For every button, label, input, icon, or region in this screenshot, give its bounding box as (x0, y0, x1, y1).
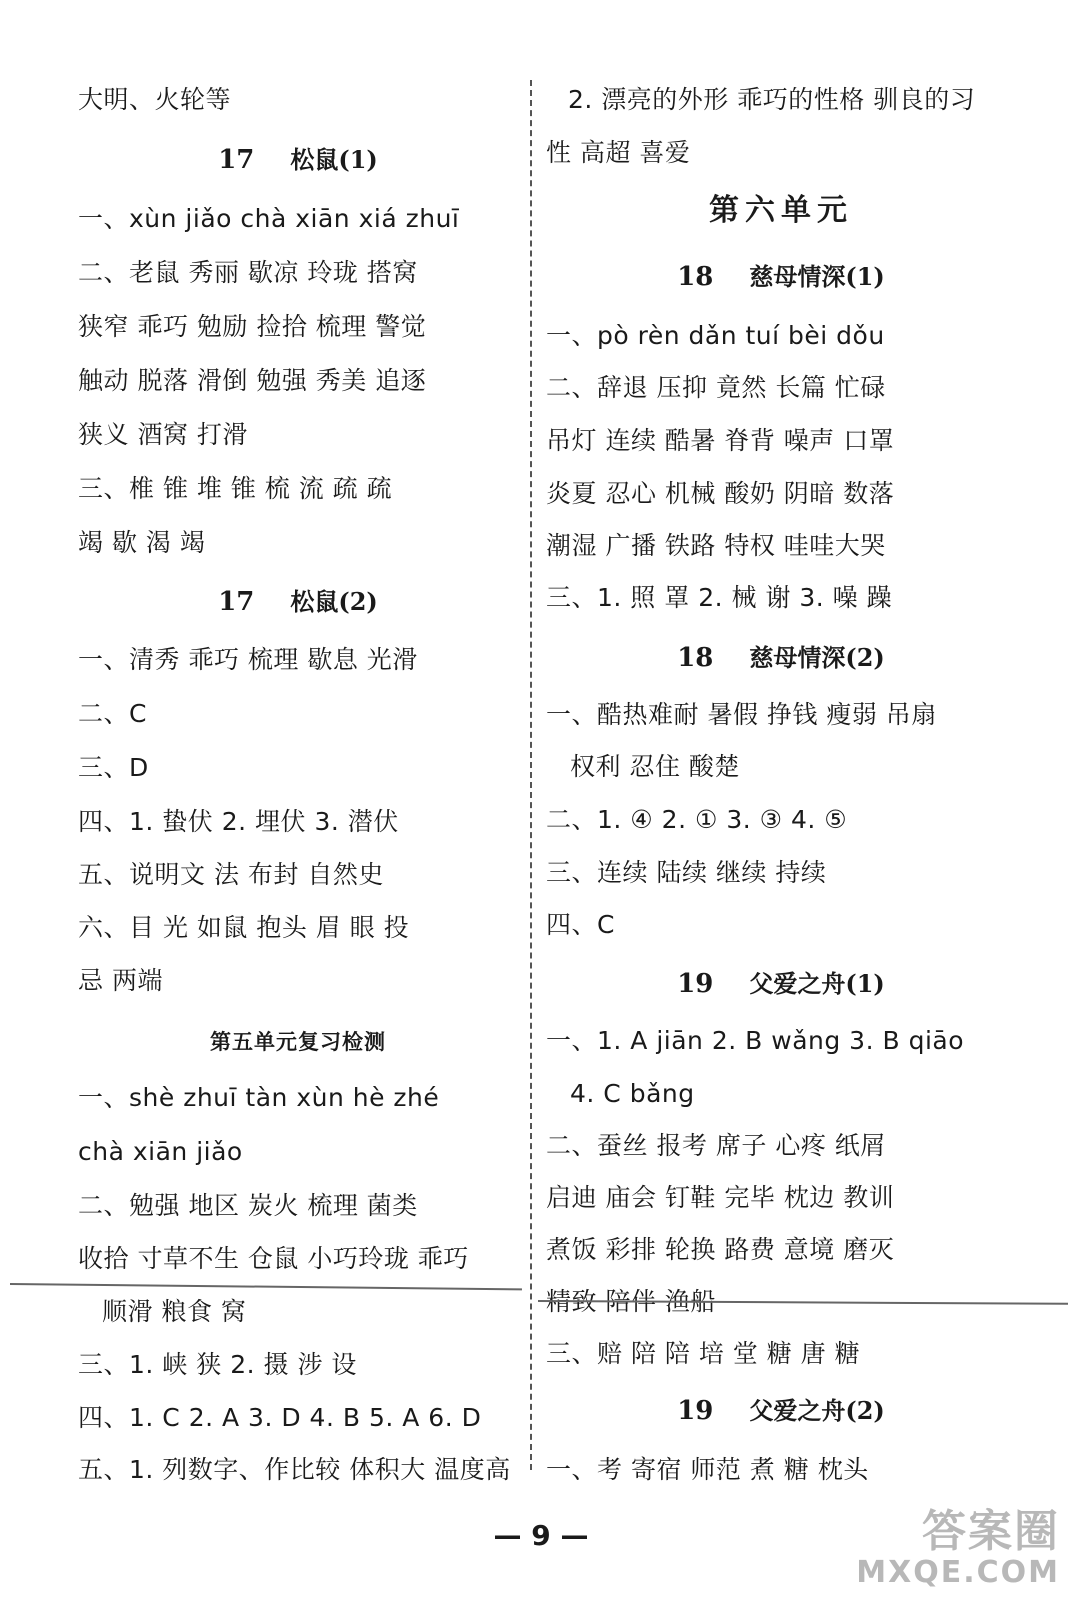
answer-line: 精致 陪伴 渔船 (546, 1287, 716, 1316)
answer-line: 四、C (546, 910, 615, 939)
answer-line: 忌 两端 (78, 966, 163, 995)
unit-title: 第六单元 (709, 193, 853, 228)
answer-line: 三、椎 锥 堆 锥 梳 流 疏 疏 (78, 474, 393, 503)
answer-line: 二、勉强 地区 炭火 梳理 菌类 (78, 1191, 418, 1220)
answer-line: 一、xùn jiǎo chà xiān xiá zhuī (78, 204, 460, 233)
watermark (856, 1508, 1060, 1590)
answer-line: 触动 脱落 滑倒 勉强 秀美 追逐 (78, 366, 427, 395)
answer-line: 一、1. A jiān 2. B wǎng 3. B qiāo (546, 1026, 965, 1055)
section-heading-songshu-1 (78, 144, 518, 176)
answer-line: 三、D (78, 753, 149, 782)
answer-line: 二、辞退 压抑 竟然 长篇 忙碌 (546, 373, 886, 402)
answer-line: 2. 漂亮的外形 乖巧的性格 驯良的习 (568, 85, 976, 114)
answer-line: 三、1. 照 罩 2. 械 谢 3. 噪 躁 (546, 583, 893, 612)
answer-line: 煮饭 彩排 轮换 路费 意境 磨灭 (546, 1235, 895, 1264)
page-number: — 9 — (493, 1519, 589, 1552)
answer-line: 三、1. 峡 狭 2. 摄 涉 设 (78, 1350, 357, 1379)
lesson-number: 17 (218, 587, 255, 617)
answer-line: 一、pò rèn dǎn tuí bèi dǒu (546, 321, 885, 350)
section-heading-songshu-2 (78, 586, 518, 618)
answer-line: 竭 歇 渴 竭 (78, 528, 206, 557)
section-heading-fuai-2 (546, 1395, 1016, 1427)
answer-line: 吊灯 连续 酷暑 脊背 噪声 口罩 (546, 426, 895, 455)
lesson-title: 慈母情深(2) (749, 643, 885, 672)
answer-line: 六、目 光 如鼠 抱头 眉 眼 投 (78, 913, 410, 942)
section-heading-cimu-1 (546, 261, 1016, 293)
column-divider (530, 80, 532, 1470)
answer-line: 4. C bǎng (570, 1079, 695, 1108)
answer-line: 潮湿 广播 铁路 特权 哇哇大哭 (546, 531, 886, 560)
lesson-number: 19 (677, 1396, 714, 1426)
answer-line: 五、说明文 法 布封 自然史 (78, 860, 384, 889)
lesson-title: 松鼠(1) (290, 145, 378, 174)
answer-line: 二、老鼠 秀丽 歇凉 玲珑 搭窝 (78, 258, 418, 287)
answer-line: 一、考 寄宿 师范 煮 糖 枕头 (546, 1455, 869, 1484)
answer-line: 二、1. ④ 2. ① 3. ③ 4. ⑤ (546, 805, 848, 834)
answer-line: 炎夏 忍心 机械 酸奶 阴暗 数落 (546, 479, 895, 508)
answer-line: 收拾 寸草不生 仓鼠 小巧玲珑 乖巧 (78, 1244, 469, 1273)
lesson-number: 18 (677, 262, 714, 292)
answer-line: 一、清秀 乖巧 梳理 歇息 光滑 (78, 645, 418, 674)
answer-line: 狭义 酒窝 打滑 (78, 420, 248, 449)
answer-line: 五、1. 列数字、作比较 体积大 温度高 (78, 1455, 511, 1484)
answer-line: 三、连续 陆续 继续 持续 (546, 858, 827, 887)
answer-line: chà xiān jiǎo (78, 1137, 243, 1166)
answer-line: 二、C (78, 699, 147, 728)
review-heading: 第五单元复习检测 (210, 1029, 386, 1054)
lesson-title: 父爱之舟(1) (749, 969, 885, 998)
answer-line: 三、赔 陪 陪 培 堂 糖 唐 糖 (546, 1339, 861, 1368)
answer-line: 启迪 庙会 钉鞋 完毕 枕边 教训 (546, 1183, 895, 1212)
lesson-number: 19 (677, 969, 714, 999)
watermark-url: MXQE.COM (856, 1555, 1060, 1590)
answer-line: 四、1. 蛰伏 2. 埋伏 3. 潜伏 (78, 807, 399, 836)
intro-text: 大明、火轮等 (78, 85, 232, 114)
lesson-title: 松鼠(2) (290, 587, 378, 616)
watermark-logo-text: 答案圈 (922, 1506, 1060, 1557)
answer-line: 性 高超 喜爱 (546, 138, 691, 167)
lesson-number: 18 (677, 643, 714, 673)
section-heading-fuai-1 (546, 968, 1016, 1000)
lesson-number: 17 (218, 145, 255, 175)
answer-line: 狭窄 乖巧 勉励 捡拾 梳理 警觉 (78, 312, 427, 341)
answer-line: 一、酷热难耐 暑假 挣钱 瘦弱 吊扇 (546, 700, 937, 729)
lesson-title: 父爱之舟(2) (749, 1396, 885, 1425)
answer-line: 一、shè zhuī tàn xùn hè zhé (78, 1083, 440, 1112)
answer-line: 二、蚕丝 报考 席子 心疼 纸屑 (546, 1131, 886, 1160)
answer-line: 权利 忍住 酸楚 (570, 752, 740, 781)
page-fold-line (10, 1283, 522, 1290)
lesson-title: 慈母情深(1) (749, 262, 885, 291)
answer-line: 顺滑 粮食 窝 (102, 1297, 247, 1326)
section-heading-cimu-2 (546, 642, 1016, 674)
answer-line: 四、1. C 2. A 3. D 4. B 5. A 6. D (78, 1403, 482, 1432)
